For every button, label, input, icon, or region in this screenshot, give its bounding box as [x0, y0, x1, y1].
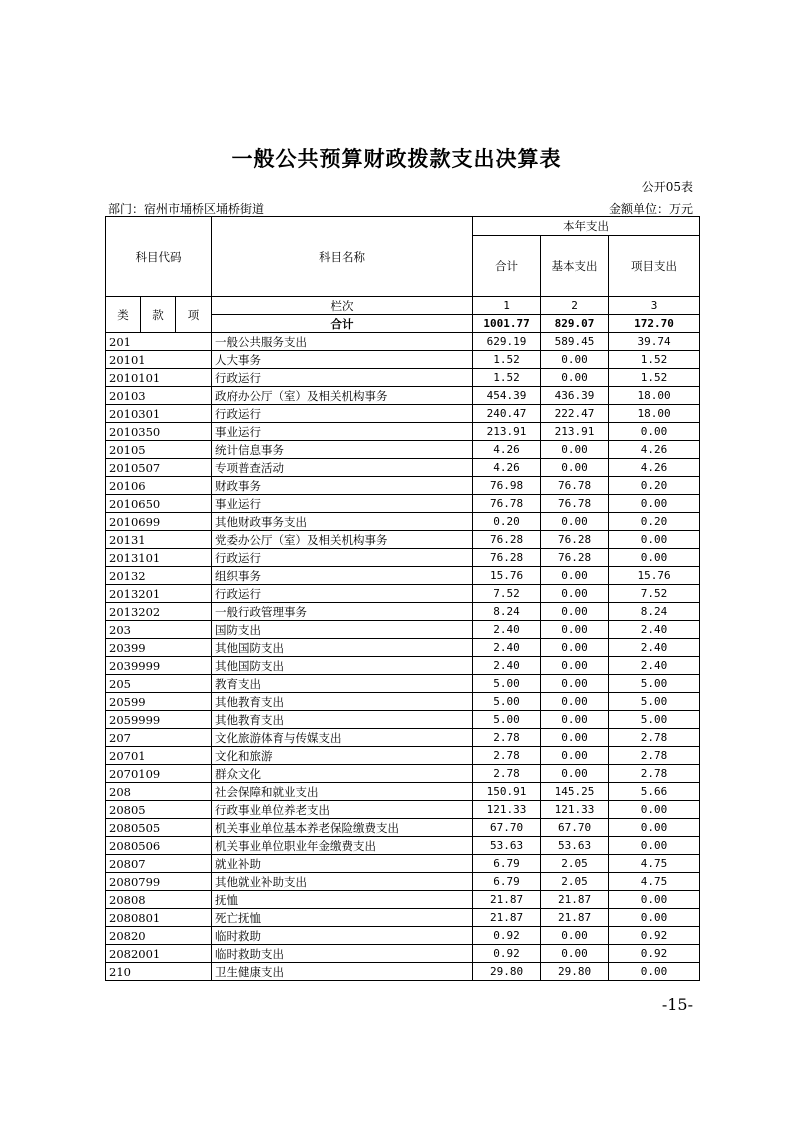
project-cell: 39.74	[609, 333, 700, 351]
header-row-1	[106, 217, 700, 236]
subject-name-cell: 行政事业单位养老支出	[212, 801, 473, 819]
total-cell: 21.87	[473, 909, 541, 927]
basic-cell: 0.00	[541, 603, 609, 621]
subject-code-cell: 20101	[106, 351, 212, 369]
lanci-label: 栏次	[212, 297, 473, 315]
subject-code-cell: 2010507	[106, 459, 212, 477]
unit-label: 金额单位：万元	[608, 202, 693, 216]
basic-cell: 76.78	[541, 477, 609, 495]
table-row	[106, 783, 700, 801]
project-cell: 0.00	[609, 909, 700, 927]
page-number: -15-	[661, 995, 693, 1014]
table-row	[106, 441, 700, 459]
basic-cell: 0.00	[541, 639, 609, 657]
subject-name-cell: 临时救助支出	[212, 945, 473, 963]
subject-code-cell: 20103	[106, 387, 212, 405]
project-cell: 0.92	[609, 927, 700, 945]
basic-cell: 76.28	[541, 549, 609, 567]
project-cell: 4.75	[609, 873, 700, 891]
current-year-header: 本年支出	[473, 217, 700, 236]
basic-cell: 0.00	[541, 585, 609, 603]
subject-code-cell: 2070109	[106, 765, 212, 783]
subject-name-cell: 国防支出	[212, 621, 473, 639]
table-row	[106, 891, 700, 909]
total-cell: 0.92	[473, 927, 541, 945]
project-cell: 0.00	[609, 423, 700, 441]
page-title: 一般公共预算财政拨款支出决算表	[231, 146, 562, 171]
total-cell: 6.79	[473, 855, 541, 873]
subject-name-cell: 事业运行	[212, 423, 473, 441]
total-cell: 121.33	[473, 801, 541, 819]
basic-cell: 21.87	[541, 909, 609, 927]
subject-code-cell: 2080506	[106, 837, 212, 855]
total-cell: 1.52	[473, 351, 541, 369]
basic-cell: 0.00	[541, 711, 609, 729]
subject-code-cell: 20820	[106, 927, 212, 945]
subject-name-cell: 社会保障和就业支出	[212, 783, 473, 801]
basic-cell: 0.00	[541, 729, 609, 747]
total-cell: 2.78	[473, 765, 541, 783]
table-row	[106, 405, 700, 423]
total-cell: 4.26	[473, 459, 541, 477]
basic-cell: 0.00	[541, 693, 609, 711]
basic-cell: 589.45	[541, 333, 609, 351]
table-row	[106, 639, 700, 657]
table-row	[106, 603, 700, 621]
basic-cell: 436.39	[541, 387, 609, 405]
table-row	[106, 423, 700, 441]
basic-cell: 67.70	[541, 819, 609, 837]
subject-name-cell: 行政运行	[212, 549, 473, 567]
project-cell: 0.00	[609, 837, 700, 855]
project-cell: 0.00	[609, 549, 700, 567]
basic-cell: 29.80	[541, 963, 609, 981]
total-cell: 213.91	[473, 423, 541, 441]
total-cell: 0.20	[473, 513, 541, 531]
total-cell: 2.78	[473, 729, 541, 747]
subject-code-cell: 20131	[106, 531, 212, 549]
subject-name-cell: 文化旅游体育与传媒支出	[212, 729, 473, 747]
table-row	[106, 837, 700, 855]
sum-basic: 829.07	[541, 315, 609, 333]
basic-cell: 0.00	[541, 513, 609, 531]
sum-project: 172.70	[609, 315, 700, 333]
basic-cell: 0.00	[541, 945, 609, 963]
form-number: 公开05表	[641, 180, 693, 194]
project-cell: 15.76	[609, 567, 700, 585]
project-cell: 2.78	[609, 729, 700, 747]
total-cell: 8.24	[473, 603, 541, 621]
total-cell: 4.26	[473, 441, 541, 459]
subject-name-cell: 抚恤	[212, 891, 473, 909]
subject-name-cell: 一般公共服务支出	[212, 333, 473, 351]
subject-name-cell: 其他教育支出	[212, 693, 473, 711]
total-header: 合计	[473, 236, 541, 297]
basic-cell: 222.47	[541, 405, 609, 423]
subject-code-cell: 20701	[106, 747, 212, 765]
subject-code-cell: 205	[106, 675, 212, 693]
column-index-row	[106, 297, 700, 315]
basic-cell: 213.91	[541, 423, 609, 441]
basic-cell: 0.00	[541, 351, 609, 369]
total-cell: 76.98	[473, 477, 541, 495]
basic-cell: 0.00	[541, 369, 609, 387]
subject-code-cell: 2080799	[106, 873, 212, 891]
subject-name-cell: 一般行政管理事务	[212, 603, 473, 621]
project-cell: 5.00	[609, 711, 700, 729]
subject-code-cell: 207	[106, 729, 212, 747]
table-row	[106, 333, 700, 351]
subject-name-cell: 统计信息事务	[212, 441, 473, 459]
subject-code-cell: 2082001	[106, 945, 212, 963]
subject-name-cell: 机关事业单位基本养老保险缴费支出	[212, 819, 473, 837]
project-cell: 0.20	[609, 477, 700, 495]
total-cell: 240.47	[473, 405, 541, 423]
basic-cell: 0.00	[541, 675, 609, 693]
subject-code-cell: 20399	[106, 639, 212, 657]
project-cell: 18.00	[609, 387, 700, 405]
subject-name-cell: 机关事业单位职业年金缴费支出	[212, 837, 473, 855]
table-row	[106, 765, 700, 783]
table-row	[106, 567, 700, 585]
subject-code-cell: 2059999	[106, 711, 212, 729]
basic-cell: 0.00	[541, 567, 609, 585]
total-cell: 15.76	[473, 567, 541, 585]
subject-name-cell: 事业运行	[212, 495, 473, 513]
subject-code-cell: 20105	[106, 441, 212, 459]
total-cell: 1.52	[473, 369, 541, 387]
project-header: 项目支出	[609, 236, 700, 297]
subject-code-cell: 20599	[106, 693, 212, 711]
total-cell: 2.40	[473, 657, 541, 675]
total-cell: 21.87	[473, 891, 541, 909]
subject-code-cell: 2010699	[106, 513, 212, 531]
table-row	[106, 477, 700, 495]
total-cell: 2.78	[473, 747, 541, 765]
subject-name-cell: 党委办公厅（室）及相关机构事务	[212, 531, 473, 549]
total-cell: 454.39	[473, 387, 541, 405]
subject-name-cell: 教育支出	[212, 675, 473, 693]
subject-code-cell: 201	[106, 333, 212, 351]
table-row	[106, 855, 700, 873]
table-row	[106, 747, 700, 765]
subject-code-cell: 2010650	[106, 495, 212, 513]
subject-code-cell: 20805	[106, 801, 212, 819]
project-cell: 0.00	[609, 531, 700, 549]
subject-name-cell: 其他财政事务支出	[212, 513, 473, 531]
basic-header: 基本支出	[541, 236, 609, 297]
table-row	[106, 459, 700, 477]
table-row	[106, 585, 700, 603]
subject-name-cell: 财政事务	[212, 477, 473, 495]
basic-cell: 0.00	[541, 765, 609, 783]
subject-name-cell: 组织事务	[212, 567, 473, 585]
table-row	[106, 531, 700, 549]
project-cell: 1.52	[609, 369, 700, 387]
project-cell: 1.52	[609, 351, 700, 369]
project-cell: 2.78	[609, 747, 700, 765]
project-cell: 4.26	[609, 441, 700, 459]
table-row	[106, 909, 700, 927]
subject-name-cell: 临时救助	[212, 927, 473, 945]
total-cell: 53.63	[473, 837, 541, 855]
project-cell: 0.00	[609, 891, 700, 909]
subject-name-cell: 其他国防支出	[212, 657, 473, 675]
project-cell: 2.40	[609, 621, 700, 639]
table-row	[106, 657, 700, 675]
subject-name-cell: 卫生健康支出	[212, 963, 473, 981]
basic-cell: 76.28	[541, 531, 609, 549]
subject-name-cell: 群众文化	[212, 765, 473, 783]
subject-code-cell: 2080801	[106, 909, 212, 927]
total-cell: 67.70	[473, 819, 541, 837]
total-cell: 2.40	[473, 621, 541, 639]
basic-cell: 121.33	[541, 801, 609, 819]
basic-cell: 2.05	[541, 855, 609, 873]
table-row	[106, 873, 700, 891]
total-cell: 0.92	[473, 945, 541, 963]
subject-code-cell: 210	[106, 963, 212, 981]
subject-name-cell: 人大事务	[212, 351, 473, 369]
sum-label: 合计	[212, 315, 473, 333]
basic-cell: 2.05	[541, 873, 609, 891]
table-row	[106, 801, 700, 819]
table-row	[106, 927, 700, 945]
basic-cell: 0.00	[541, 621, 609, 639]
subject-code-cell: 20807	[106, 855, 212, 873]
project-cell: 2.78	[609, 765, 700, 783]
project-cell: 0.00	[609, 495, 700, 513]
project-cell: 4.75	[609, 855, 700, 873]
project-cell: 0.00	[609, 963, 700, 981]
basic-cell: 0.00	[541, 747, 609, 765]
table-row	[106, 387, 700, 405]
table-row	[106, 945, 700, 963]
subject-code-cell: 2080505	[106, 819, 212, 837]
xiang-header: 项	[176, 297, 212, 333]
table-row	[106, 549, 700, 567]
subject-name-cell: 行政运行	[212, 585, 473, 603]
department-label: 部门：宿州市埇桥区埇桥街道	[108, 202, 265, 216]
subject-name-cell: 行政运行	[212, 369, 473, 387]
total-cell: 629.19	[473, 333, 541, 351]
table-row	[106, 513, 700, 531]
subject-code-cell: 2013101	[106, 549, 212, 567]
basic-cell: 0.00	[541, 927, 609, 945]
project-cell: 2.40	[609, 657, 700, 675]
subject-code-cell: 20132	[106, 567, 212, 585]
total-cell: 2.40	[473, 639, 541, 657]
project-cell: 18.00	[609, 405, 700, 423]
basic-cell: 145.25	[541, 783, 609, 801]
total-cell: 76.28	[473, 549, 541, 567]
subject-name-cell: 文化和旅游	[212, 747, 473, 765]
subject-code-cell: 2010301	[106, 405, 212, 423]
basic-cell: 53.63	[541, 837, 609, 855]
subject-code-cell: 20808	[106, 891, 212, 909]
project-cell: 7.52	[609, 585, 700, 603]
total-cell: 76.28	[473, 531, 541, 549]
basic-cell: 0.00	[541, 657, 609, 675]
table-row	[106, 369, 700, 387]
subject-code-cell: 203	[106, 621, 212, 639]
table-row	[106, 495, 700, 513]
total-cell: 6.79	[473, 873, 541, 891]
subject-code-cell: 2010101	[106, 369, 212, 387]
project-cell: 5.66	[609, 783, 700, 801]
sum-total: 1001.77	[473, 315, 541, 333]
total-cell: 76.78	[473, 495, 541, 513]
project-cell: 0.20	[609, 513, 700, 531]
subject-name-cell: 就业补助	[212, 855, 473, 873]
subject-name-cell: 政府办公厅（室）及相关机构事务	[212, 387, 473, 405]
total-cell: 150.91	[473, 783, 541, 801]
subject-code-cell: 2013202	[106, 603, 212, 621]
table-row	[106, 729, 700, 747]
basic-cell: 0.00	[541, 459, 609, 477]
lei-header: 类	[106, 297, 141, 333]
total-cell: 5.00	[473, 693, 541, 711]
project-cell: 5.00	[609, 675, 700, 693]
subject-name-cell: 其他教育支出	[212, 711, 473, 729]
kuan-header: 款	[141, 297, 176, 333]
col-index-1: 1	[473, 297, 541, 315]
subject-name-cell: 其他就业补助支出	[212, 873, 473, 891]
project-cell: 4.26	[609, 459, 700, 477]
total-cell: 29.80	[473, 963, 541, 981]
project-cell: 0.00	[609, 801, 700, 819]
basic-cell: 21.87	[541, 891, 609, 909]
total-cell: 7.52	[473, 585, 541, 603]
subject-name-header: 科目名称	[212, 217, 473, 297]
table-row	[106, 819, 700, 837]
subject-code-header: 科目代码	[106, 217, 212, 297]
subject-code-cell: 2039999	[106, 657, 212, 675]
subject-name-cell: 死亡抚恤	[212, 909, 473, 927]
project-cell: 8.24	[609, 603, 700, 621]
project-cell: 0.00	[609, 819, 700, 837]
subject-code-cell: 20106	[106, 477, 212, 495]
project-cell: 5.00	[609, 693, 700, 711]
subject-name-cell: 其他国防支出	[212, 639, 473, 657]
table-row	[106, 675, 700, 693]
subject-name-cell: 专项普查活动	[212, 459, 473, 477]
subject-code-cell: 2010350	[106, 423, 212, 441]
total-cell: 5.00	[473, 711, 541, 729]
subject-code-cell: 2013201	[106, 585, 212, 603]
table-row	[106, 711, 700, 729]
expenditure-table	[105, 216, 700, 981]
basic-cell: 76.78	[541, 495, 609, 513]
subject-code-cell: 208	[106, 783, 212, 801]
project-cell: 2.40	[609, 639, 700, 657]
table-row	[106, 351, 700, 369]
table-row	[106, 963, 700, 981]
basic-cell: 0.00	[541, 441, 609, 459]
col-index-2: 2	[541, 297, 609, 315]
subject-name-cell: 行政运行	[212, 405, 473, 423]
table-row	[106, 621, 700, 639]
total-cell: 5.00	[473, 675, 541, 693]
table-row	[106, 693, 700, 711]
project-cell: 0.92	[609, 945, 700, 963]
col-index-3: 3	[609, 297, 700, 315]
